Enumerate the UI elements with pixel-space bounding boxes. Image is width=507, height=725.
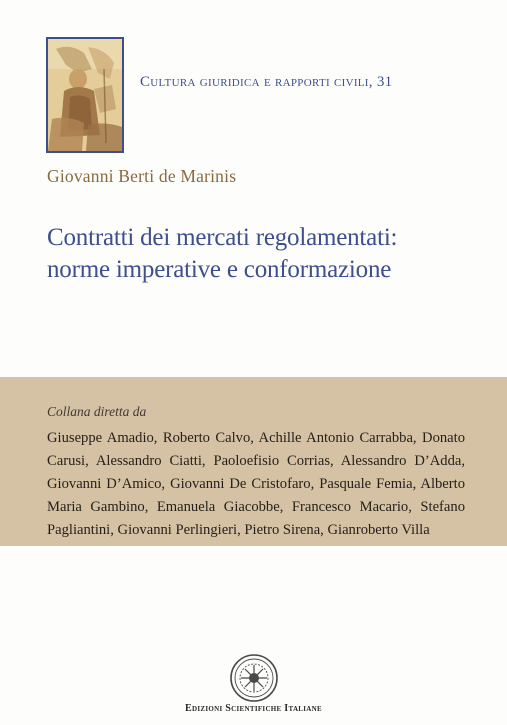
publisher-name: Edizioni Scientifiche Italiane (185, 703, 322, 714)
author-name: Giovanni Berti de Marinis (47, 166, 237, 186)
editorial-board-members: Giuseppe Amadio, Roberto Calvo, Achille Antonio Carrabba, Donato Carusi, Alessandro Ciatti, Paoloefisio Corrias, Alessandro D’Adda, Giovanni D’Amico, Giovanni De Cristofaro, Pasquale Femia, Alberto Maria Gambino, Emanuela Giacobbe, Francesco Macario, Stefano Pagliantini, Giovanni Perlingieri, Pietro Sirena, Gianroberto Villa (47, 430, 465, 538)
fresco-illustration (48, 39, 122, 151)
publisher-logo-icon (229, 653, 279, 703)
editorial-board-label: Collana diretta da (47, 404, 147, 419)
book-title-line-1: Contratti dei mercati regolamentati: (47, 224, 398, 251)
cover-fresco-image (46, 37, 124, 153)
editorial-board-band (0, 377, 507, 546)
series-title: Cultura giuridica e rapporti civili, 31 (140, 74, 393, 90)
book-title (47, 222, 487, 286)
book-title-line-2: norme imperative e conformazione (47, 256, 392, 283)
